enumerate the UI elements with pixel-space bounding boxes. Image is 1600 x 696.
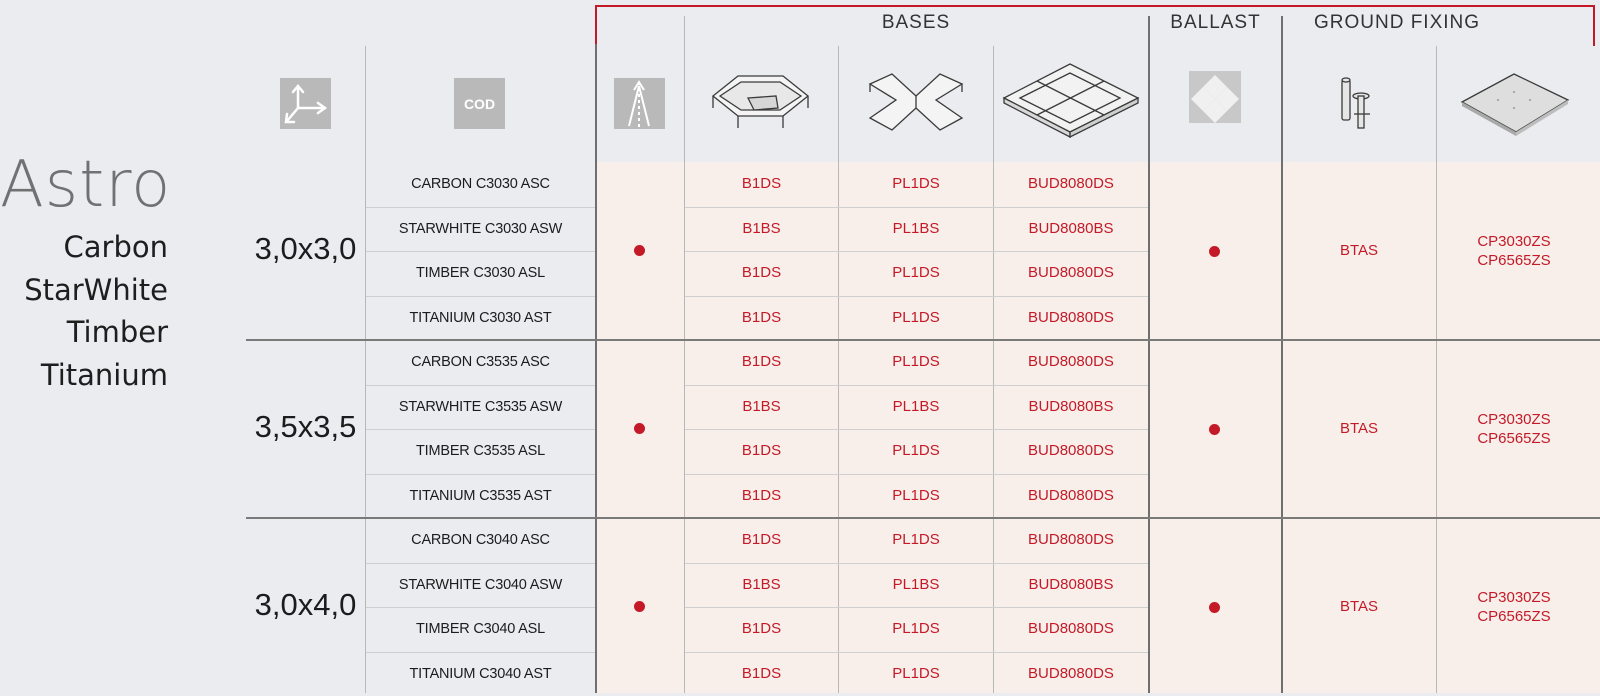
header-ground-fixing: GROUND FIXING [1282, 12, 1512, 34]
base-b-code: B1BS [685, 563, 838, 608]
finish-carbon: Carbon [0, 226, 168, 269]
header-ballast: BALLAST [1150, 12, 1281, 34]
base-b-code: B1DS [685, 162, 838, 207]
base-pl-code: PL1DS [839, 340, 993, 385]
product-code: TIMBER C3030 ASL [366, 251, 595, 296]
base-pl-code: PL1DS [839, 429, 993, 474]
finish-timber: Timber [0, 311, 168, 354]
ground-plate-icon [1458, 70, 1572, 140]
height-icon [614, 78, 665, 129]
finish-titanium: Titanium [0, 354, 168, 397]
dimensions-icon [280, 78, 331, 129]
base-bud-code: BUD8080DS [994, 251, 1148, 296]
brand-block [0, 150, 168, 396]
height-available-dot [634, 423, 645, 434]
size-label: 3,5x3,5 [246, 409, 365, 445]
product-code: CARBON C3030 ASC [366, 162, 595, 207]
base-b-code: B1DS [685, 518, 838, 563]
size-label: 3,0x3,0 [246, 231, 365, 267]
ballast-available-dot [1209, 246, 1220, 257]
base-b-code: B1DS [685, 340, 838, 385]
base-pl-code: PL1BS [839, 563, 993, 608]
base-bud-code: BUD8080DS [994, 607, 1148, 652]
product-code: STARWHITE C3030 ASW [366, 207, 595, 252]
ballast-available-dot [1209, 602, 1220, 613]
base-b-code: B1DS [685, 607, 838, 652]
base-pl-code: PL1DS [839, 162, 993, 207]
base-bud-code: BUD8080DS [994, 652, 1148, 696]
product-code: CARBON C3040 ASC [366, 518, 595, 563]
ground-plate-code: CP3030ZS [1437, 232, 1591, 251]
ground-plate-code: CP6565ZS [1437, 251, 1591, 270]
ground-fixing-code: BTAS [1282, 407, 1436, 451]
finish-starwhite: StarWhite [0, 269, 168, 312]
ballast-tile-icon [1189, 71, 1241, 127]
base-bud-code: BUD8080BS [994, 207, 1148, 252]
base-bud-code: BUD8080DS [994, 340, 1148, 385]
product-code: TIMBER C3535 ASL [366, 429, 595, 474]
ballast-available-dot [1209, 424, 1220, 435]
ground-pin-icon [1336, 74, 1382, 136]
base-pl-code: PL1BS [839, 385, 993, 430]
base-bud-code: BUD8080DS [994, 518, 1148, 563]
ground-fixing-code: BTAS [1282, 585, 1436, 629]
product-code: TITANIUM C3030 AST [366, 296, 595, 341]
product-code: STARWHITE C3535 ASW [366, 385, 595, 430]
base-b-code: B1DS [685, 474, 838, 519]
cod-icon-label: COD [464, 96, 495, 112]
product-code: STARWHITE C3040 ASW [366, 563, 595, 608]
ground-plate-code: CP3030ZS [1437, 410, 1591, 429]
base-bud-code: BUD8080BS [994, 563, 1148, 608]
base-pl-code: PL1DS [839, 607, 993, 652]
base-b-code: B1DS [685, 652, 838, 696]
base-b-code: B1DS [685, 429, 838, 474]
product-code: TIMBER C3040 ASL [366, 607, 595, 652]
product-code: TITANIUM C3040 AST [366, 652, 595, 696]
base-pl-icon [862, 66, 970, 142]
base-bud-code: BUD8080DS [994, 429, 1148, 474]
base-pl-code: PL1DS [839, 296, 993, 341]
base-pl-code: PL1DS [839, 474, 993, 519]
base-b-code: B1BS [685, 207, 838, 252]
base-bud-code: BUD8080DS [994, 474, 1148, 519]
header-bases: BASES [684, 12, 1148, 34]
base-b-code: B1DS [685, 251, 838, 296]
base-pl-code: PL1DS [839, 251, 993, 296]
product-code: CARBON C3535 ASC [366, 340, 595, 385]
base-b-code: B1DS [685, 296, 838, 341]
base-bud-code: BUD8080BS [994, 385, 1148, 430]
base-b-code: B1BS [685, 385, 838, 430]
base-pl-code: PL1BS [839, 207, 993, 252]
product-code: TITANIUM C3535 AST [366, 474, 595, 519]
base-pl-code: PL1DS [839, 518, 993, 563]
ground-fixing-code: BTAS [1282, 229, 1436, 273]
brand-title: Astro [0, 150, 168, 220]
cod-icon [454, 78, 505, 129]
ground-plate-code: CP6565ZS [1437, 607, 1591, 626]
height-available-dot [634, 601, 645, 612]
ground-plate-code: CP6565ZS [1437, 429, 1591, 448]
base-bud-code: BUD8080DS [994, 296, 1148, 341]
base-pl-code: PL1DS [839, 652, 993, 696]
base-bud-code: BUD8080DS [994, 162, 1148, 207]
size-label: 3,0x4,0 [246, 587, 365, 623]
base-b-icon [708, 66, 814, 142]
base-bud-icon [1000, 60, 1142, 142]
ground-plate-code: CP3030ZS [1437, 588, 1591, 607]
height-available-dot [634, 245, 645, 256]
